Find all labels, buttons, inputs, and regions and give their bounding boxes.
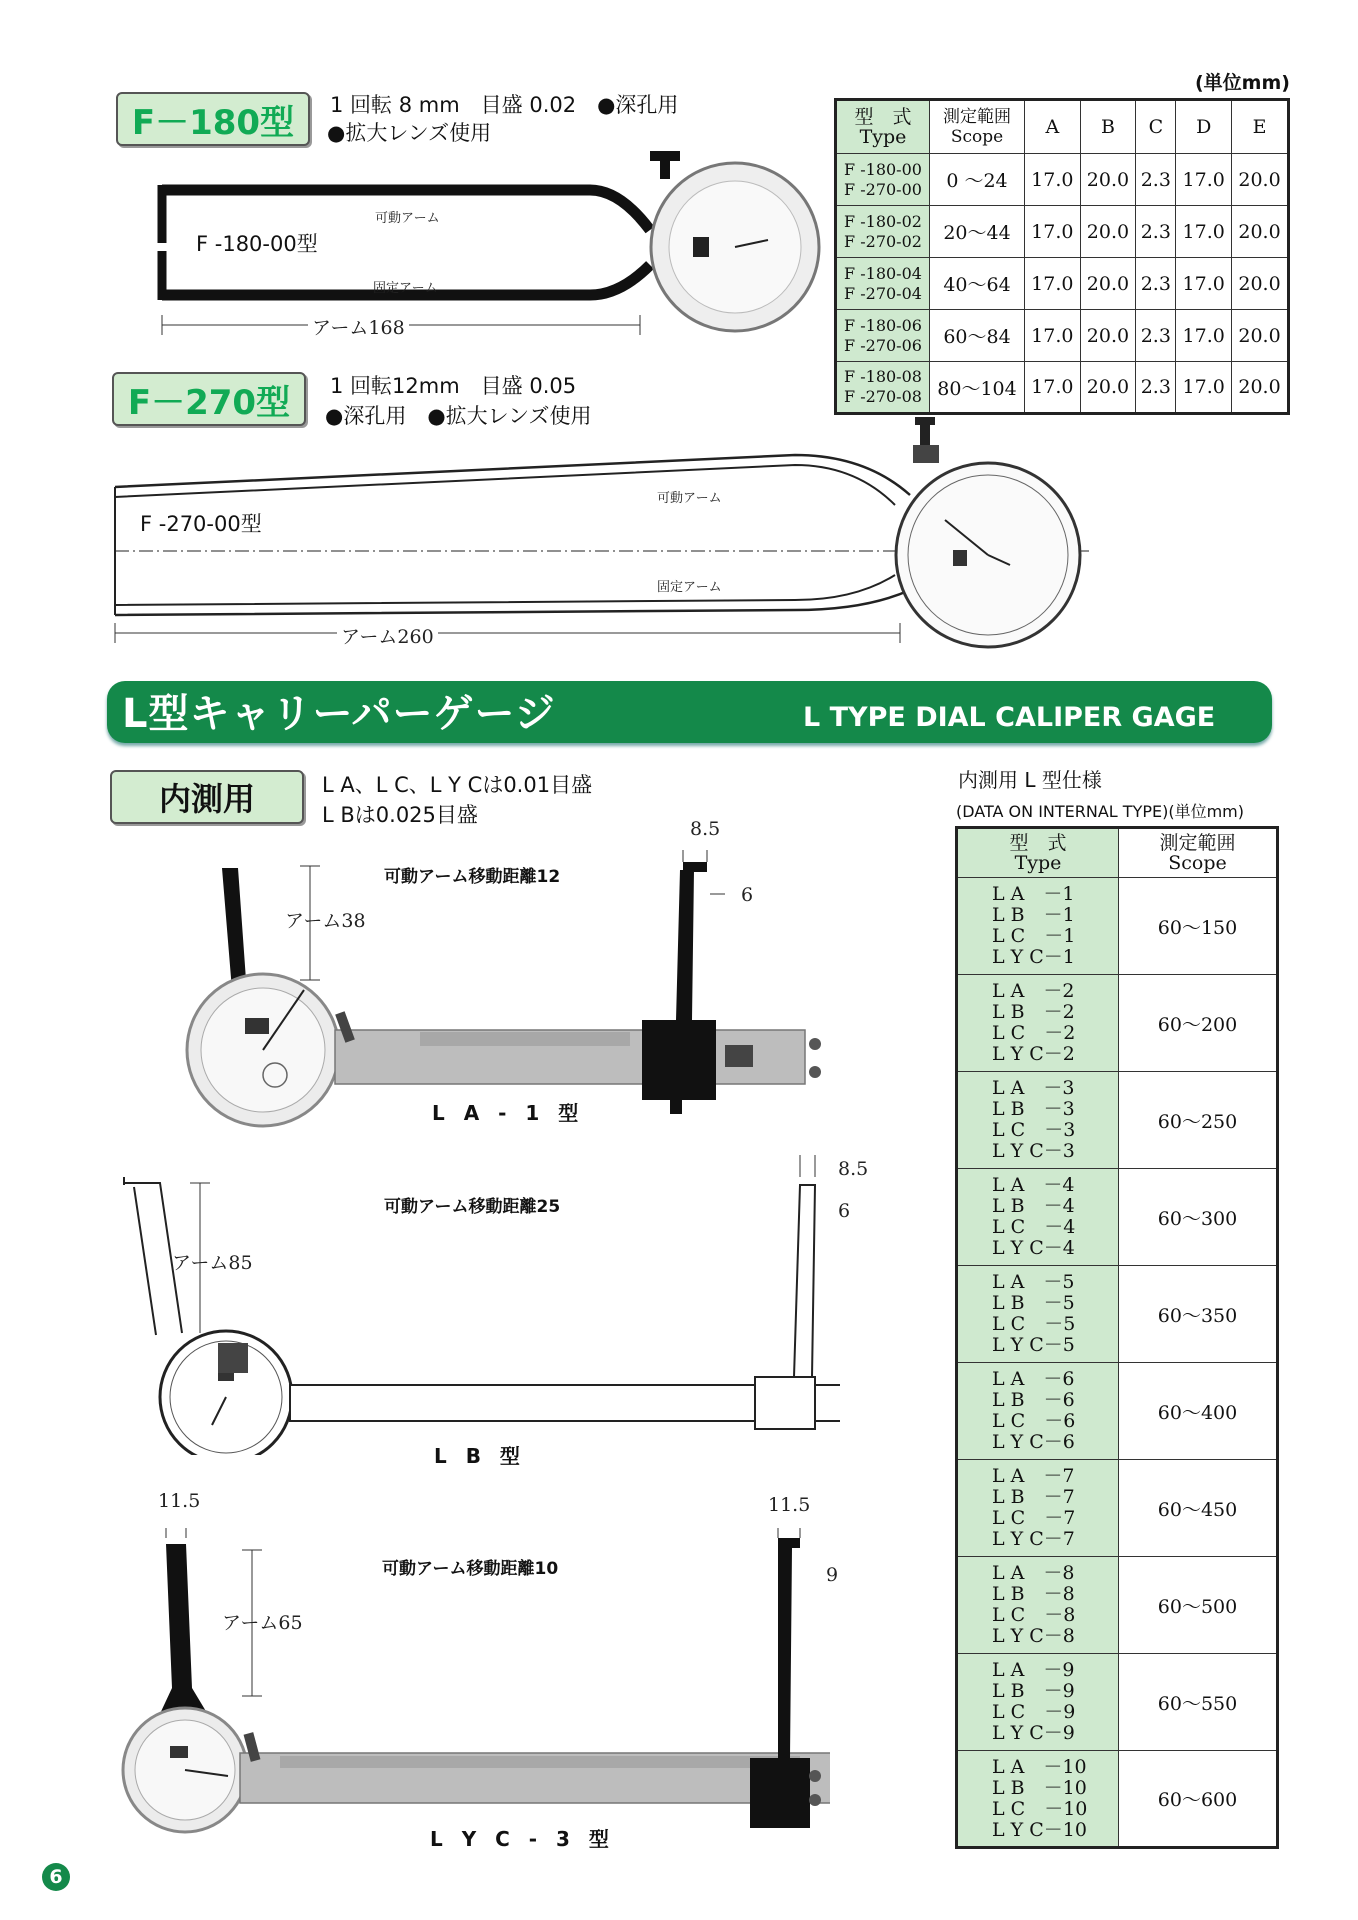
f-table-col-e: E: [1232, 100, 1289, 154]
type-line: L B －3: [992, 1098, 1075, 1120]
f-table-type-jp: 型 式: [854, 106, 912, 128]
l-type-cell: [957, 1557, 1119, 1654]
type-line: F -270-04: [844, 283, 922, 303]
l-table-type-en: Type: [1014, 852, 1062, 874]
table-row: [836, 258, 1289, 310]
l-type-cell: [957, 1363, 1119, 1460]
f-table-col-d: D: [1176, 100, 1232, 154]
internal-spec-line1: L A、L C、L Y Cは0.01目盛: [322, 773, 593, 797]
lb-caption: L B 型: [434, 1444, 526, 1468]
type-line: L C －9: [992, 1701, 1076, 1723]
scope-cell: 20～44: [930, 206, 1025, 258]
f180-label: F－180型: [116, 92, 310, 146]
type-line: L B －4: [992, 1195, 1075, 1217]
f270-spec-line2: ●深孔用 ●拡大レンズ使用: [325, 404, 592, 428]
f-type-cell: [836, 206, 930, 258]
type-line: L C －6: [992, 1410, 1076, 1432]
scope-cell: 60～84: [930, 310, 1025, 362]
value-cell: 17.0: [1025, 154, 1081, 206]
f270-spec-line1: 1 回転12mm 目盛 0.05: [330, 374, 577, 398]
value-cell: 17.0: [1176, 154, 1232, 206]
type-line: L Y C－8: [992, 1625, 1075, 1647]
type-line: F -180-06: [844, 315, 922, 335]
type-line: L B －8: [992, 1583, 1075, 1605]
lb-arm-length: アーム85: [172, 1252, 253, 1274]
la1-dim-tip: 8.5: [690, 818, 721, 840]
scope-cell: 60～350: [1119, 1266, 1278, 1363]
lyc-dim-offset: 9: [826, 1564, 839, 1586]
table-row: [836, 310, 1289, 362]
lyc-arm-length: アーム65: [222, 1612, 303, 1634]
l-type-cell: [957, 1072, 1119, 1169]
f-table-type-header: [836, 100, 930, 154]
f180-spec-line2: ●拡大レンズ使用: [327, 121, 492, 145]
type-line: L A －1: [992, 883, 1075, 905]
type-line: L Y C－7: [992, 1528, 1075, 1550]
f-type-cell: [836, 310, 930, 362]
type-line: L A －7: [992, 1465, 1075, 1487]
l-table-scope-jp: 測定範囲: [1159, 832, 1236, 854]
scope-cell: 60～600: [1119, 1751, 1278, 1848]
value-cell: 2.3: [1136, 154, 1176, 206]
f270-model: F -270-00型: [140, 512, 262, 536]
scope-cell: 60～150: [1119, 878, 1278, 975]
value-cell: 2.3: [1136, 258, 1176, 310]
la1-caption: L A - 1 型: [432, 1101, 585, 1125]
f180-arm-length: アーム168: [308, 313, 409, 340]
type-line: L A －4: [992, 1174, 1075, 1196]
l-table-scope-header: [1119, 828, 1278, 878]
f-spec-table: [834, 98, 1290, 415]
table-row: [957, 1169, 1278, 1266]
l-table-subtitle: (DATA ON INTERNAL TYPE)(単位mm): [956, 802, 1245, 821]
type-line: L A －9: [992, 1659, 1075, 1681]
l-type-cell: [957, 1460, 1119, 1557]
f-table-col-a: A: [1025, 100, 1081, 154]
f180-model: F -180-00型: [196, 232, 318, 256]
type-line: L Y C－3: [992, 1140, 1075, 1162]
type-line: L C －8: [992, 1604, 1076, 1626]
scope-cell: 60～550: [1119, 1654, 1278, 1751]
value-cell: 20.0: [1080, 310, 1136, 362]
value-cell: 20.0: [1080, 258, 1136, 310]
f180-fixed-arm: 固定アーム: [373, 281, 438, 296]
l-type-cell: [957, 1169, 1119, 1266]
l-table-title: 内測用 L 型仕様: [958, 768, 1102, 792]
scope-cell: 60～250: [1119, 1072, 1278, 1169]
scope-cell: 0 ～24: [930, 154, 1025, 206]
type-line: L C －1: [992, 925, 1076, 947]
scope-cell: 40～64: [930, 258, 1025, 310]
value-cell: 20.0: [1232, 206, 1289, 258]
value-cell: 2.3: [1136, 362, 1176, 414]
banner-title-jp: L型キャリーパーゲージ: [122, 691, 556, 737]
type-line: L B －9: [992, 1680, 1075, 1702]
type-line: L B －1: [992, 904, 1075, 926]
type-line: L A －5: [992, 1271, 1075, 1293]
type-line: L Y C－6: [992, 1431, 1075, 1453]
f270-fixed-arm: 固定アーム: [657, 580, 722, 595]
value-cell: 20.0: [1232, 310, 1289, 362]
value-cell: 2.3: [1136, 310, 1176, 362]
value-cell: 20.0: [1080, 206, 1136, 258]
l-table-scope-en: Scope: [1168, 852, 1227, 874]
type-line: F -270-06: [844, 335, 922, 355]
value-cell: 17.0: [1025, 362, 1081, 414]
l-table-type-jp: 型 式: [1009, 832, 1067, 854]
type-line: L B －6: [992, 1389, 1075, 1411]
type-line: L Y C－9: [992, 1722, 1075, 1744]
type-line: L C －2: [992, 1022, 1076, 1044]
type-line: L C －5: [992, 1313, 1076, 1335]
table-row: [957, 1072, 1278, 1169]
value-cell: 17.0: [1025, 206, 1081, 258]
type-line: L A －10: [992, 1755, 1087, 1778]
type-line: F -270-02: [844, 231, 922, 251]
la1-dim-offset: 6: [741, 884, 754, 906]
value-cell: 17.0: [1176, 258, 1232, 310]
f270-label: F－270型: [112, 372, 306, 426]
type-line: L B －7: [992, 1486, 1075, 1508]
value-cell: 20.0: [1232, 154, 1289, 206]
l-spec-table: [955, 826, 1279, 1849]
type-line: F -270-00: [844, 179, 922, 199]
scope-cell: 60～450: [1119, 1460, 1278, 1557]
f180-movable-arm: 可動アーム: [375, 211, 440, 226]
la1-arm-length: アーム38: [285, 910, 366, 932]
type-line: L A －2: [992, 980, 1075, 1002]
lb-dim-offset: 6: [838, 1200, 851, 1222]
value-cell: 17.0: [1176, 206, 1232, 258]
value-cell: 20.0: [1232, 258, 1289, 310]
f-table-scope-header: [930, 100, 1025, 154]
table-row: [957, 1751, 1278, 1848]
scope-cell: 60～300: [1119, 1169, 1278, 1266]
lyc-dim-right: 11.5: [768, 1494, 811, 1516]
l-table-type-header: [957, 828, 1119, 878]
scope-cell: 60～400: [1119, 1363, 1278, 1460]
type-line: F -270-08: [844, 387, 922, 406]
page-number: 6: [49, 1866, 63, 1888]
table-row: [957, 1266, 1278, 1363]
f-type-cell: [836, 362, 930, 414]
f180-spec-line1: 1 回転 8 mm 目盛 0.02 ●深孔用: [330, 93, 679, 117]
la1-move-distance: 可動アーム移動距離12: [384, 867, 561, 887]
l-type-cell: [957, 975, 1119, 1072]
l-type-cell: [957, 1266, 1119, 1363]
internal-spec-line2: L Bは0.025目盛: [322, 803, 478, 827]
internal-label: 内測用: [110, 770, 304, 824]
type-line: L A －3: [992, 1077, 1075, 1099]
lyc-caption: L Y C - 3 型: [430, 1827, 615, 1851]
table-row: [957, 1654, 1278, 1751]
type-line: L A －8: [992, 1562, 1075, 1584]
value-cell: 2.3: [1136, 206, 1176, 258]
value-cell: 17.0: [1176, 310, 1232, 362]
type-line: L B －10: [992, 1776, 1087, 1799]
f-table-col-b: B: [1080, 100, 1136, 154]
f270-movable-arm: 可動アーム: [657, 491, 722, 506]
type-line: L Y C－1: [992, 946, 1075, 968]
f-table-type-en: Type: [859, 126, 907, 148]
f-type-cell: [836, 154, 930, 206]
f-table-scope-en: Scope: [950, 127, 1004, 147]
value-cell: 20.0: [1080, 154, 1136, 206]
type-line: L C －7: [992, 1507, 1076, 1529]
lb-dim-tip: 8.5: [838, 1158, 869, 1180]
value-cell: 17.0: [1176, 362, 1232, 414]
value-cell: 20.0: [1232, 362, 1289, 414]
table-row: [836, 206, 1289, 258]
l-type-cell: [957, 1654, 1119, 1751]
page-number-badge: [42, 1863, 70, 1891]
type-line: F -180-00: [844, 159, 922, 179]
type-line: L A －6: [992, 1368, 1075, 1390]
l-type-cell: [957, 878, 1119, 975]
type-line: L Y C－2: [992, 1043, 1075, 1065]
type-line: L B －2: [992, 1001, 1075, 1023]
type-line: L Y C－5: [992, 1334, 1075, 1356]
scope-cell: 80～104: [930, 362, 1025, 414]
type-line: F -180-04: [844, 263, 922, 283]
l-type-cell: [957, 1751, 1119, 1848]
table-row: [957, 1557, 1278, 1654]
value-cell: 17.0: [1025, 258, 1081, 310]
value-cell: 20.0: [1080, 362, 1136, 414]
f-type-cell: [836, 258, 930, 310]
banner-title-en: L TYPE DIAL CALIPER GAGE: [803, 702, 1216, 733]
table-row: [957, 878, 1278, 975]
unit-note: (単位mm): [1195, 72, 1290, 94]
type-line: F -180-08: [844, 367, 922, 386]
type-line: L C －4: [992, 1216, 1076, 1238]
value-cell: 17.0: [1025, 310, 1081, 362]
lb-move-distance: 可動アーム移動距離25: [384, 1197, 561, 1217]
type-line: L Y C－4: [992, 1237, 1075, 1259]
lyc-dim-left: 11.5: [158, 1490, 201, 1512]
type-line: L C －10: [992, 1797, 1088, 1820]
type-line: L B －5: [992, 1292, 1075, 1314]
table-row: [836, 362, 1289, 414]
type-line: L Y C－10: [992, 1818, 1087, 1841]
scope-cell: 60～500: [1119, 1557, 1278, 1654]
lyc-move-distance: 可動アーム移動距離10: [382, 1559, 559, 1579]
scope-cell: 60～200: [1119, 975, 1278, 1072]
f270-arm-length: アーム260: [337, 622, 438, 649]
type-line: F -180-02: [844, 211, 922, 231]
type-line: L C －3: [992, 1119, 1076, 1141]
f-table-col-c: C: [1136, 100, 1176, 154]
f-table-scope-jp: 測定範囲: [943, 107, 1011, 127]
table-row: [957, 1363, 1278, 1460]
table-row: [957, 1460, 1278, 1557]
table-row: [836, 154, 1289, 206]
table-row: [957, 975, 1278, 1072]
